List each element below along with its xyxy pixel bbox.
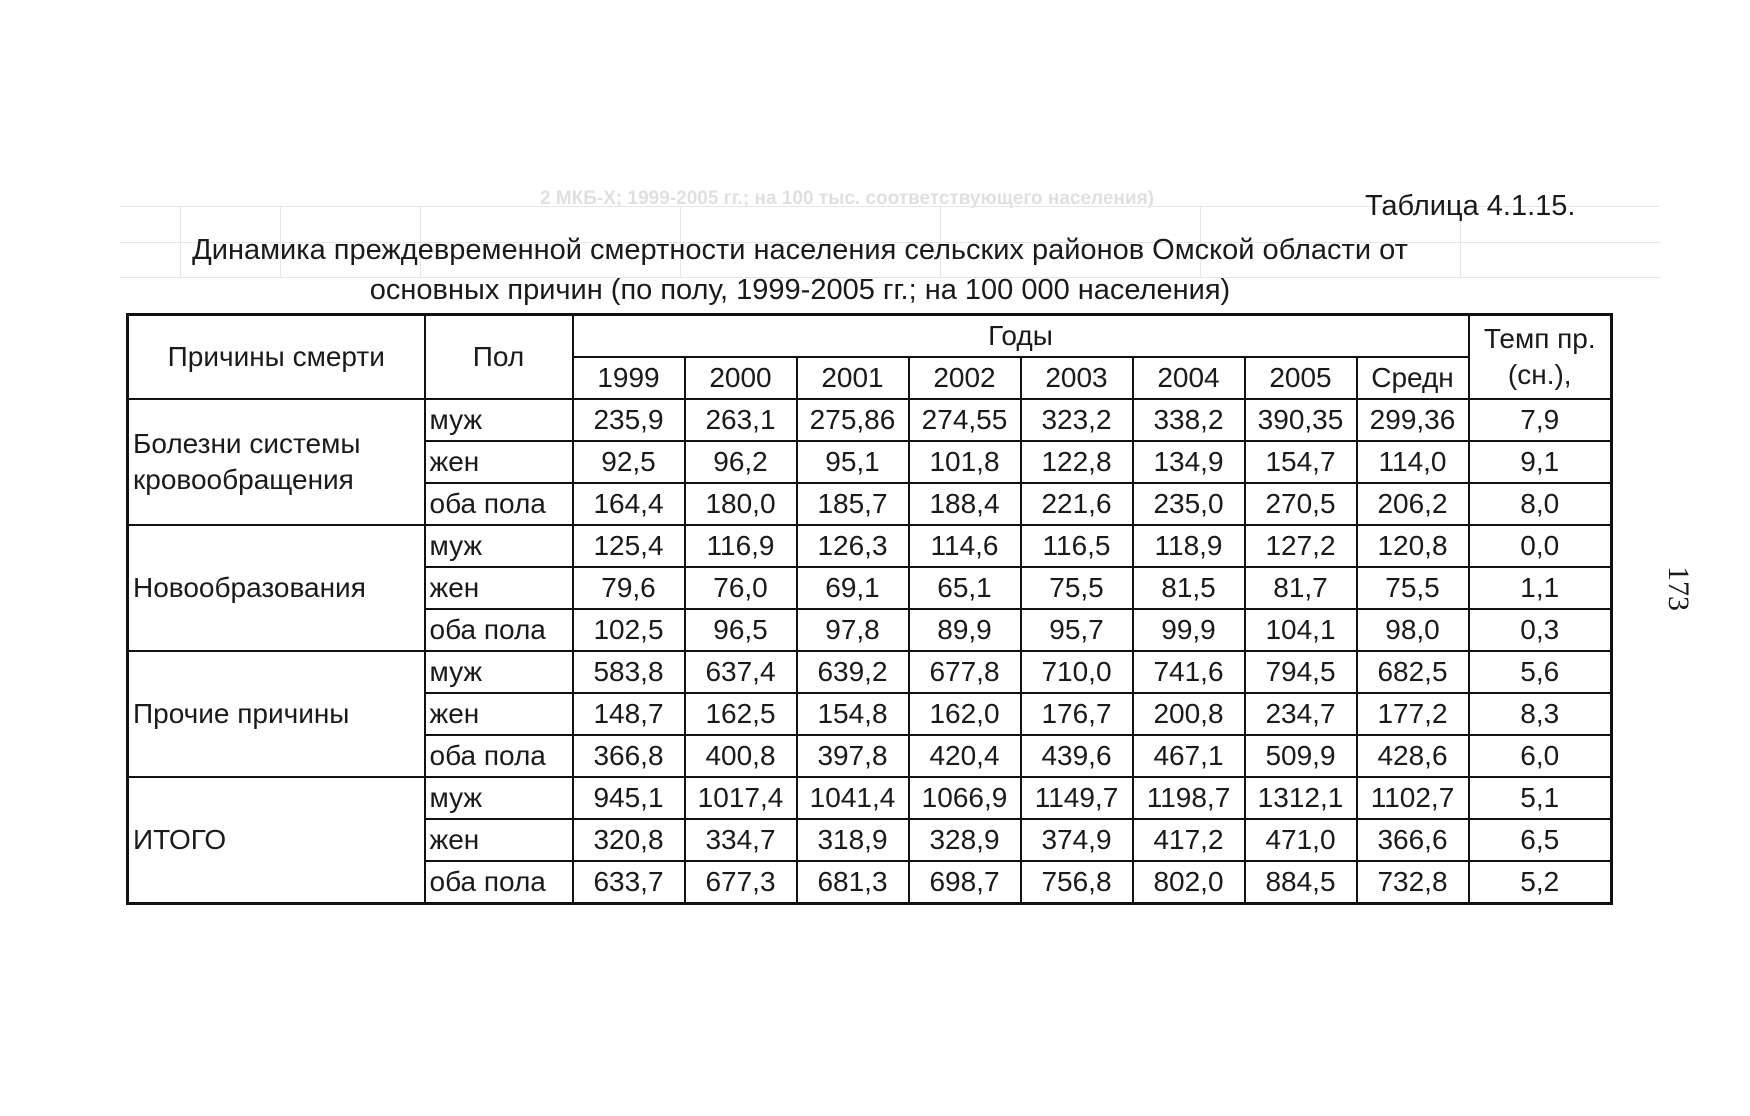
value-cell: 323,2 [1021, 399, 1133, 441]
value-cell: 148,7 [573, 693, 685, 735]
table-body [128, 399, 1612, 904]
value-cell: 802,0 [1133, 861, 1245, 904]
value-cell: 89,9 [909, 609, 1021, 651]
value-cell: 275,86 [797, 399, 909, 441]
value-cell: 374,9 [1021, 819, 1133, 861]
header-year: 1999 [573, 357, 685, 399]
value-cell: 75,5 [1021, 567, 1133, 609]
value-cell: 154,8 [797, 693, 909, 735]
sex-cell: оба пола [425, 609, 573, 651]
value-cell: 99,9 [1133, 609, 1245, 651]
value-cell: 633,7 [573, 861, 685, 904]
sex-cell: оба пола [425, 483, 573, 525]
value-cell: 114,6 [909, 525, 1021, 567]
mortality-table [126, 313, 1613, 905]
average-cell: 177,2 [1357, 693, 1469, 735]
sex-cell: жен [425, 567, 573, 609]
cause-cell: ИТОГО [128, 777, 425, 904]
value-cell: 637,4 [685, 651, 797, 693]
value-cell: 677,3 [685, 861, 797, 904]
value-cell: 698,7 [909, 861, 1021, 904]
average-cell: 114,0 [1357, 441, 1469, 483]
sex-cell: жен [425, 819, 573, 861]
sex-cell: муж [425, 651, 573, 693]
value-cell: 180,0 [685, 483, 797, 525]
header-rate: Темп пр.(сн.), [1469, 315, 1612, 400]
rate-cell: 5,6 [1469, 651, 1612, 693]
value-cell: 188,4 [909, 483, 1021, 525]
header-year: 2000 [685, 357, 797, 399]
value-cell: 639,2 [797, 651, 909, 693]
sex-cell: оба пола [425, 861, 573, 904]
average-cell: 75,5 [1357, 567, 1469, 609]
average-cell: 732,8 [1357, 861, 1469, 904]
value-cell: 681,3 [797, 861, 909, 904]
value-cell: 320,8 [573, 819, 685, 861]
cause-cell: Болезни системы кровообращения [128, 399, 425, 525]
average-cell: 299,36 [1357, 399, 1469, 441]
value-cell: 1198,7 [1133, 777, 1245, 819]
sex-cell: муж [425, 525, 573, 567]
value-cell: 439,6 [1021, 735, 1133, 777]
sex-cell: муж [425, 399, 573, 441]
header-year: 2002 [909, 357, 1021, 399]
cause-cell: Новообразования [128, 525, 425, 651]
value-cell: 1017,4 [685, 777, 797, 819]
value-cell: 417,2 [1133, 819, 1245, 861]
rate-cell: 8,0 [1469, 483, 1612, 525]
rate-cell: 5,2 [1469, 861, 1612, 904]
value-cell: 96,5 [685, 609, 797, 651]
rate-cell: 0,0 [1469, 525, 1612, 567]
value-cell: 471,0 [1245, 819, 1357, 861]
value-cell: 467,1 [1133, 735, 1245, 777]
table-row [128, 399, 1612, 441]
sex-cell: жен [425, 441, 573, 483]
value-cell: 101,8 [909, 441, 1021, 483]
average-cell: 1102,7 [1357, 777, 1469, 819]
header-year: 2005 [1245, 357, 1357, 399]
value-cell: 270,5 [1245, 483, 1357, 525]
caption-line-1: Динамика преждевременной смертности населения сельских районов Омской области от [192, 234, 1408, 266]
table-row [128, 525, 1612, 567]
rate-cell: 1,1 [1469, 567, 1612, 609]
value-cell: 102,5 [573, 609, 685, 651]
bleed-through-text: 2 МКБ-Х; 1999-2005 гг.; на 100 тыс. соответствующего населения) [540, 188, 1155, 209]
value-cell: 81,7 [1245, 567, 1357, 609]
caption-line-2: основных причин (по полу, 1999-2005 гг.; на 100 000 населения) [369, 274, 1231, 306]
value-cell: 127,2 [1245, 525, 1357, 567]
value-cell: 126,3 [797, 525, 909, 567]
value-cell: 1041,4 [797, 777, 909, 819]
sex-cell: жен [425, 693, 573, 735]
header-cause: Причины смерти [128, 315, 425, 400]
value-cell: 65,1 [909, 567, 1021, 609]
table-header [128, 315, 1612, 400]
average-cell: 206,2 [1357, 483, 1469, 525]
value-cell: 116,9 [685, 525, 797, 567]
value-cell: 945,1 [573, 777, 685, 819]
rate-cell: 0,3 [1469, 609, 1612, 651]
value-cell: 328,9 [909, 819, 1021, 861]
value-cell: 263,1 [685, 399, 797, 441]
value-cell: 185,7 [797, 483, 909, 525]
value-cell: 1312,1 [1245, 777, 1357, 819]
value-cell: 164,4 [573, 483, 685, 525]
header-sex: Пол [425, 315, 573, 400]
value-cell: 509,9 [1245, 735, 1357, 777]
average-cell: 98,0 [1357, 609, 1469, 651]
value-cell: 162,0 [909, 693, 1021, 735]
table-row [128, 651, 1612, 693]
value-cell: 397,8 [797, 735, 909, 777]
sex-cell: оба пола [425, 735, 573, 777]
value-cell: 583,8 [573, 651, 685, 693]
value-cell: 200,8 [1133, 693, 1245, 735]
value-cell: 176,7 [1021, 693, 1133, 735]
header-year: 2004 [1133, 357, 1245, 399]
value-cell: 235,9 [573, 399, 685, 441]
table-row [128, 777, 1612, 819]
value-cell: 235,0 [1133, 483, 1245, 525]
rate-cell: 6,0 [1469, 735, 1612, 777]
average-cell: 682,5 [1357, 651, 1469, 693]
value-cell: 234,7 [1245, 693, 1357, 735]
header-year: 2001 [797, 357, 909, 399]
value-cell: 122,8 [1021, 441, 1133, 483]
value-cell: 116,5 [1021, 525, 1133, 567]
value-cell: 334,7 [685, 819, 797, 861]
value-cell: 741,6 [1133, 651, 1245, 693]
value-cell: 1066,9 [909, 777, 1021, 819]
value-cell: 69,1 [797, 567, 909, 609]
table-caption [150, 230, 1450, 310]
header-average: Средн [1357, 357, 1469, 399]
average-cell: 428,6 [1357, 735, 1469, 777]
value-cell: 162,5 [685, 693, 797, 735]
sex-cell: муж [425, 777, 573, 819]
rate-cell: 7,9 [1469, 399, 1612, 441]
value-cell: 95,7 [1021, 609, 1133, 651]
value-cell: 95,1 [797, 441, 909, 483]
header-years-group: Годы [573, 315, 1469, 358]
value-cell: 79,6 [573, 567, 685, 609]
value-cell: 134,9 [1133, 441, 1245, 483]
value-cell: 96,2 [685, 441, 797, 483]
rate-cell: 8,3 [1469, 693, 1612, 735]
value-cell: 92,5 [573, 441, 685, 483]
average-cell: 120,8 [1357, 525, 1469, 567]
average-cell: 366,6 [1357, 819, 1469, 861]
value-cell: 400,8 [685, 735, 797, 777]
value-cell: 794,5 [1245, 651, 1357, 693]
rate-cell: 9,1 [1469, 441, 1612, 483]
rate-cell: 5,1 [1469, 777, 1612, 819]
value-cell: 76,0 [685, 567, 797, 609]
value-cell: 81,5 [1133, 567, 1245, 609]
value-cell: 710,0 [1021, 651, 1133, 693]
rate-cell: 6,5 [1469, 819, 1612, 861]
value-cell: 366,8 [573, 735, 685, 777]
value-cell: 97,8 [797, 609, 909, 651]
table-number: Таблица 4.1.15. [1365, 190, 1576, 222]
value-cell: 756,8 [1021, 861, 1133, 904]
value-cell: 390,35 [1245, 399, 1357, 441]
value-cell: 221,6 [1021, 483, 1133, 525]
value-cell: 154,7 [1245, 441, 1357, 483]
value-cell: 274,55 [909, 399, 1021, 441]
value-cell: 125,4 [573, 525, 685, 567]
page-number: 173 [1662, 566, 1695, 611]
value-cell: 118,9 [1133, 525, 1245, 567]
value-cell: 677,8 [909, 651, 1021, 693]
header-year: 2003 [1021, 357, 1133, 399]
value-cell: 338,2 [1133, 399, 1245, 441]
value-cell: 104,1 [1245, 609, 1357, 651]
value-cell: 1149,7 [1021, 777, 1133, 819]
cause-cell: Прочие причины [128, 651, 425, 777]
value-cell: 318,9 [797, 819, 909, 861]
value-cell: 420,4 [909, 735, 1021, 777]
value-cell: 884,5 [1245, 861, 1357, 904]
